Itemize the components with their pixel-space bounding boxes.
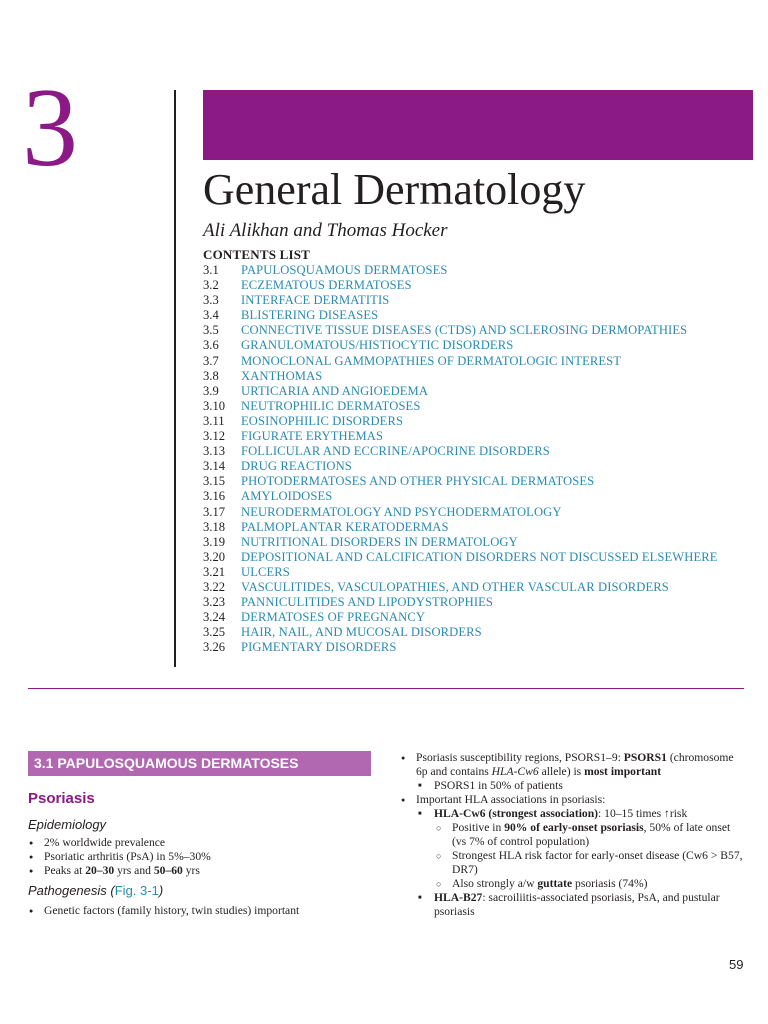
toc-number: 3.13 xyxy=(203,444,226,459)
toc-number: 3.22 xyxy=(203,579,226,594)
toc-number: 3.24 xyxy=(203,610,226,625)
chapter-authors: Ali Alikhan and Thomas Hocker xyxy=(203,220,448,241)
toc-number: 3.9 xyxy=(203,383,219,398)
toc-link[interactable]: PIGMENTARY DISORDERS xyxy=(241,640,397,655)
contents-list xyxy=(203,263,748,655)
psoriasis-heading: Psoriasis xyxy=(28,790,95,807)
toc-link[interactable]: MONOCLONAL GAMMOPATHIES OF DERMATOLOGIC INTEREST xyxy=(241,353,622,368)
toc-number: 3.2 xyxy=(203,278,219,293)
toc-number: 3.23 xyxy=(203,595,226,610)
list-item: ● Psoriasis susceptibility regions, PSORS1–9: PSORS1 (chromosome 6p and contains HLA-Cw6 allele) is most important xyxy=(400,751,745,779)
toc-number: 3.7 xyxy=(203,353,219,368)
toc-link[interactable]: FOLLICULAR AND ECCRINE/APOCRINE DISORDERS xyxy=(241,444,550,459)
pathogenesis-list xyxy=(28,904,318,918)
toc-number: 3.20 xyxy=(203,549,226,564)
toc-item[interactable] xyxy=(203,444,748,459)
toc-item[interactable] xyxy=(203,354,748,369)
toc-link[interactable]: INTERFACE DERMATITIS xyxy=(241,293,390,308)
toc-number: 3.4 xyxy=(203,308,219,323)
list-item: ● Genetic factors (family history, twin studies) important xyxy=(28,904,318,918)
toc-item[interactable] xyxy=(203,640,748,655)
toc-link[interactable]: BLISTERING DISEASES xyxy=(241,308,379,323)
toc-item[interactable] xyxy=(203,565,748,580)
toc-link[interactable]: DEPOSITIONAL AND CALCIFICATION DISORDERS NOT DISCUSSED ELSEWHERE xyxy=(241,549,718,564)
toc-item[interactable] xyxy=(203,595,748,610)
toc-item[interactable] xyxy=(203,338,748,353)
section-banner: 3.1 PAPULOSQUAMOUS DERMATOSES xyxy=(28,751,371,776)
page-number: 59 xyxy=(729,957,744,972)
toc-item[interactable] xyxy=(203,580,748,595)
toc-number: 3.12 xyxy=(203,429,226,444)
toc-link[interactable]: NUTRITIONAL DISORDERS IN DERMATOLOGY xyxy=(241,534,518,549)
toc-number: 3.8 xyxy=(203,368,219,383)
list-item: ○ Strongest HLA risk factor for early-onset disease (Cw6 > B57, DR7) xyxy=(400,849,745,877)
toc-link[interactable]: PALMOPLANTAR KERATODERMAS xyxy=(241,519,449,534)
toc-number: 3.6 xyxy=(203,338,219,353)
toc-link[interactable]: CONNECTIVE TISSUE DISEASES (CTDS) AND SCLEROSING DERMOPATHIES xyxy=(241,323,688,338)
toc-item[interactable] xyxy=(203,414,748,429)
toc-link[interactable]: AMYLOIDOSES xyxy=(241,489,333,504)
pathogenesis-heading xyxy=(28,883,163,898)
chapter-header-band xyxy=(203,90,753,160)
toc-link[interactable]: PANNICULITIDES AND LIPODYSTROPHIES xyxy=(241,595,494,610)
toc-item[interactable] xyxy=(203,459,748,474)
toc-item[interactable] xyxy=(203,489,748,504)
toc-item[interactable] xyxy=(203,625,748,640)
pathogenesis-label: Pathogenesis ( xyxy=(28,883,115,898)
pathogenesis-close: ) xyxy=(158,883,164,898)
figure-link[interactable]: Fig. 3-1 xyxy=(114,883,159,898)
psors-list xyxy=(400,751,745,919)
toc-item[interactable] xyxy=(203,535,748,550)
toc-number: 3.26 xyxy=(203,640,226,655)
toc-number: 3.21 xyxy=(203,564,226,579)
toc-item[interactable] xyxy=(203,550,748,565)
toc-number: 3.11 xyxy=(203,413,225,428)
toc-number: 3.3 xyxy=(203,293,219,308)
list-item: ○ Also strongly a/w guttate psoriasis (74%) xyxy=(400,877,745,891)
toc-number: 3.25 xyxy=(203,625,226,640)
toc-item[interactable] xyxy=(203,429,748,444)
toc-item[interactable] xyxy=(203,369,748,384)
toc-link[interactable]: NEUTROPHILIC DERMATOSES xyxy=(241,398,421,413)
toc-item[interactable] xyxy=(203,610,748,625)
toc-item[interactable] xyxy=(203,505,748,520)
epidemiology-list xyxy=(28,836,368,878)
section-divider xyxy=(28,688,744,689)
toc-item[interactable] xyxy=(203,293,748,308)
toc-link[interactable]: DERMATOSES OF PREGNANCY xyxy=(241,610,426,625)
list-item: ● Peaks at 20–30 yrs and 50–60 yrs xyxy=(28,864,368,878)
toc-item[interactable] xyxy=(203,263,748,278)
list-item: ■ HLA-B27: sacroiliitis-associated psoriasis, PsA, and pustular psoriasis xyxy=(400,891,745,919)
list-item: ● 2% worldwide prevalence xyxy=(28,836,368,850)
toc-link[interactable]: ULCERS xyxy=(241,564,290,579)
vertical-divider xyxy=(174,90,176,667)
toc-number: 3.10 xyxy=(203,398,226,413)
toc-link[interactable]: PHOTODERMATOSES AND OTHER PHYSICAL DERMATOSES xyxy=(241,474,595,489)
toc-link[interactable]: XANTHOMAS xyxy=(241,368,323,383)
list-item: ■ PSORS1 in 50% of patients xyxy=(400,779,745,793)
toc-number: 3.19 xyxy=(203,534,226,549)
toc-link[interactable]: NEURODERMATOLOGY AND PSYCHODERMATOLOGY xyxy=(241,504,562,519)
chapter-title: General Dermatology xyxy=(203,165,586,214)
toc-link[interactable]: GRANULOMATOUS/HISTIOCYTIC DISORDERS xyxy=(241,338,514,353)
toc-item[interactable] xyxy=(203,399,748,414)
toc-link[interactable]: PAPULOSQUAMOUS DERMATOSES xyxy=(241,263,448,277)
list-item: ● Important HLA associations in psoriasis: xyxy=(400,793,745,807)
toc-number: 3.15 xyxy=(203,474,226,489)
toc-number: 3.17 xyxy=(203,504,226,519)
toc-item[interactable] xyxy=(203,323,748,338)
list-item: ● Psoriatic arthritis (PsA) in 5%–30% xyxy=(28,850,368,864)
toc-item[interactable] xyxy=(203,474,748,489)
toc-number: 3.14 xyxy=(203,459,226,474)
toc-link[interactable]: DRUG REACTIONS xyxy=(241,459,352,474)
toc-link[interactable]: VASCULITIDES, VASCULOPATHIES, AND OTHER VASCULAR DISORDERS xyxy=(241,579,669,594)
chapter-number: 3 xyxy=(22,66,78,190)
toc-item[interactable] xyxy=(203,308,748,323)
toc-item[interactable] xyxy=(203,384,748,399)
list-item: ■ HLA-Cw6 (strongest association): 10–15 times ↑risk xyxy=(400,807,745,821)
toc-number: 3.16 xyxy=(203,489,226,504)
epidemiology-heading: Epidemiology xyxy=(28,817,107,832)
toc-link[interactable]: ECZEMATOUS DERMATOSES xyxy=(241,278,412,293)
toc-number: 3.18 xyxy=(203,519,226,534)
toc-number: 3.1 xyxy=(203,263,219,277)
toc-item[interactable] xyxy=(203,520,748,535)
toc-link[interactable]: HAIR, NAIL, AND MUCOSAL DISORDERS xyxy=(241,625,482,640)
toc-item[interactable] xyxy=(203,278,748,293)
contents-heading: CONTENTS LIST xyxy=(203,247,310,262)
list-item: ○ Positive in 90% of early-onset psoriasis, 50% of late onset (vs 7% of control population) xyxy=(400,821,745,849)
toc-link[interactable]: EOSINOPHILIC DISORDERS xyxy=(241,413,404,428)
toc-number: 3.5 xyxy=(203,323,219,338)
toc-link[interactable]: URTICARIA AND ANGIOEDEMA xyxy=(241,383,429,398)
toc-link[interactable]: FIGURATE ERYTHEMAS xyxy=(241,429,384,444)
